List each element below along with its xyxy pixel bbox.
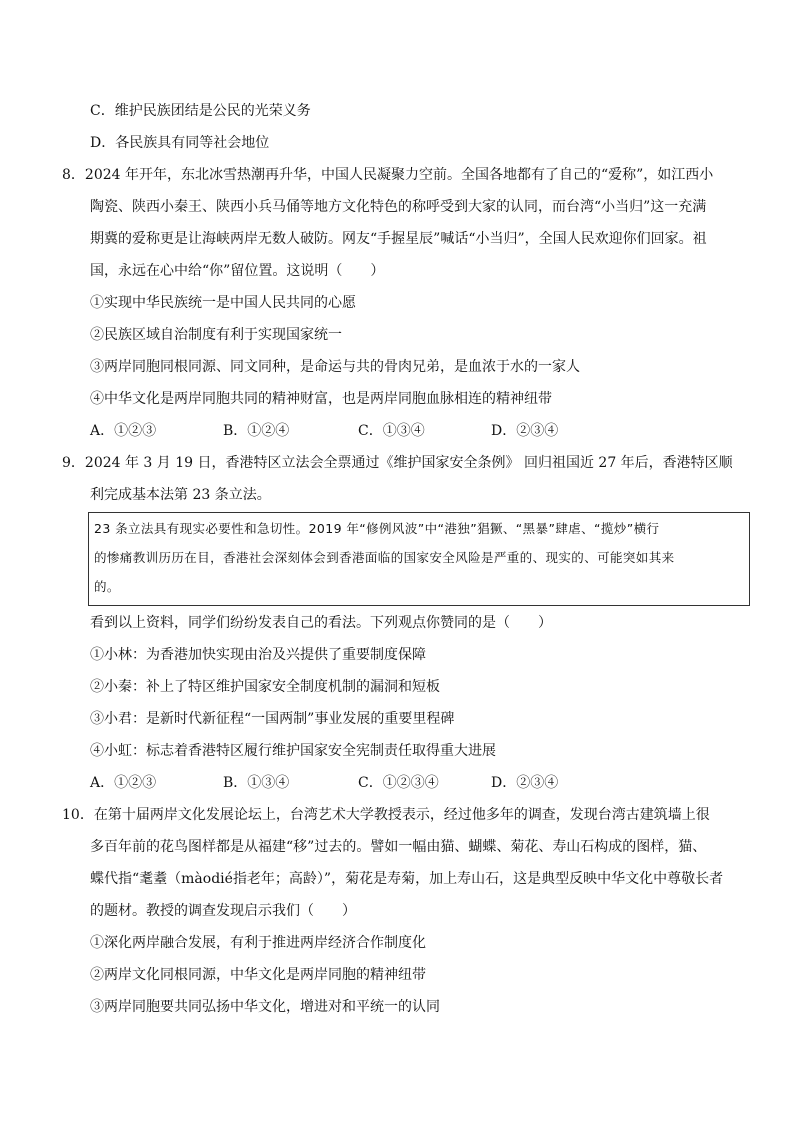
q9-material-line-2: 的惨痛教训历历在目，香港社会深刻体会到香港面临的国家安全风险是严重的、现实的、可能突如其来 [94, 550, 675, 565]
q7-option-d: D．各民族具有同等社会地位 [90, 135, 270, 151]
q8-statement-2: ②民族区域自治制度有利于实现国家统一 [90, 327, 342, 343]
q9-material-line-1: 23 条立法具有现实必要性和急切性。2019 年“修例风波”中“港独”猖獗、“黑暴”肆虐、“揽炒”横行 [94, 521, 660, 536]
q9-statement-2: ②小秦：补上了特区维护国家安全制度机制的漏洞和短板 [90, 679, 440, 695]
q8-stem-line-4: 国，永远在心中给“你”留位置。这说明（ ） [90, 263, 385, 279]
q8-choice-d: D．②③④ [491, 423, 559, 439]
q10-stem-line-3: 蝶代指“耄耋（màodié指老年；高龄）”，菊花是寿菊，加上寿山石，这是典型反映中华文化中尊敬长者 [90, 871, 724, 887]
q8-choice-c: C．①③④ [358, 423, 425, 439]
q9-stem-line-2: 利完成基本法第 23 条立法。 [90, 487, 271, 503]
q9-question: 看到以上资料，同学们纷纷发表自己的看法。下列观点你赞同的是（ ） [90, 615, 552, 631]
q8-choices [90, 421, 558, 441]
q10-statement-2: ②两岸文化同根同源，中华文化是两岸同胞的精神纽带 [90, 967, 426, 983]
q9-choice-b: B．①③④ [223, 775, 290, 791]
q8-stem-line-2: 陶瓷、陕西小秦王、陕西小兵马俑等地方文化特色的称呼受到大家的认同，而台湾“小当归”这一充满 [90, 199, 707, 215]
q10-statement-3: ③两岸同胞要共同弘扬中华文化，增进对和平统一的认同 [90, 999, 440, 1015]
q8-statement-1: ①实现中华民族统一是中国人民共同的心愿 [90, 295, 356, 311]
q9-choice-a: A．①②③ [90, 775, 157, 791]
q10-stem-line-1: 10．在第十届两岸文化发展论坛上，台湾艺术大学教授表示，经过他多年的调查，发现台湾古建筑墙上很 [62, 807, 710, 823]
q8-choice-b: B．①②④ [223, 423, 290, 439]
q8-statement-3: ③两岸同胞同根同源、同文同种，是命运与共的骨肉兄弟，是血浓于水的一家人 [90, 359, 580, 375]
q9-material-box [88, 512, 750, 606]
q9-statement-3: ③小君：是新时代新征程“一国两制”事业发展的重要里程碑 [90, 711, 455, 727]
q9-stem-line-1: 9．2024 年 3 月 19 日，香港特区立法会全票通过《维护国家安全条例》 回归祖国近 27 年后，香港特区顺 [62, 455, 733, 471]
q8-stem-line-1: 8．2024 年开年，东北冰雪热潮再升华，中国人民凝聚力空前。全国各地都有了自己的“爱称”，如江西小 [62, 167, 714, 183]
q10-statement-1: ①深化两岸融合发展，有利于推进两岸经济合作制度化 [90, 935, 426, 951]
q9-statement-4: ④小虹：标志着香港特区履行维护国家安全宪制责任取得重大进展 [90, 743, 496, 759]
q9-statement-1: ①小林：为香港加快实现由治及兴提供了重要制度保障 [90, 647, 426, 663]
q9-choices [90, 773, 558, 793]
q10-stem-line-2: 多百年前的花鸟图样都是从福建“移”过去的。譬如一幅由猫、蝴蝶、菊花、寿山石构成的图样，猫、 [90, 839, 707, 855]
q8-choice-a: A．①②③ [90, 423, 157, 439]
q8-stem-line-3: 期冀的爱称更是让海峡两岸无数人破防。网友“手握星辰”喊话“小当归”，全国人民欢迎你们回家。祖 [90, 231, 707, 247]
q10-stem-line-4: 的题材。教授的调查发现启示我们（ ） [90, 903, 356, 919]
q7-option-c: C．维护民族团结是公民的光荣义务 [90, 103, 311, 119]
q8-statement-4: ④中华文化是两岸同胞共同的精神财富，也是两岸同胞血脉相连的精神纽带 [90, 391, 552, 407]
q9-material-line-3: 的。 [94, 579, 120, 594]
q9-choice-c: C．①②③④ [358, 775, 439, 791]
q9-choice-d: D．②③④ [491, 775, 559, 791]
